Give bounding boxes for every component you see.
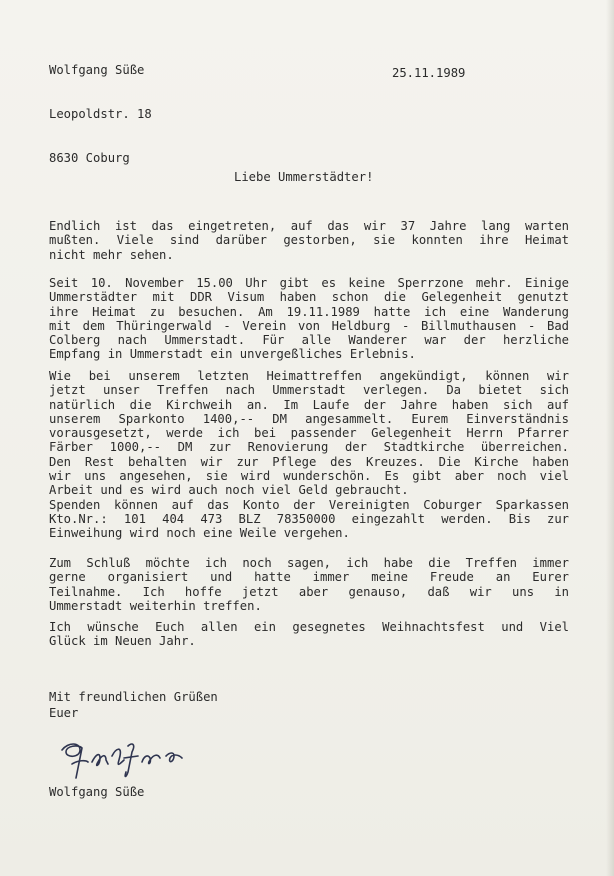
paragraph-line: Färber 1000,-- DM zur Renovierung der Stadtkirche überreichen. bbox=[49, 440, 569, 455]
paragraph-line: gerne organisiert und hatte immer meine Freude an Eurer bbox=[49, 570, 569, 585]
paragraph-4 bbox=[49, 556, 569, 613]
paper-edge-shadow bbox=[606, 0, 614, 876]
paragraph-5 bbox=[49, 620, 569, 649]
paragraph-line: Empfang in Ummerstadt ein unvergeßliches Erlebnis. bbox=[49, 347, 416, 362]
paragraph-line: Ich wünsche Euch allen ein gesegnetes Weihnachtsfest und Viel bbox=[49, 620, 569, 634]
paragraph-line: jetzt unser Treffen nach Ummerstadt verlegen. Da bietet sich bbox=[49, 383, 569, 398]
paragraph-line: Glück im Neuen Jahr. bbox=[49, 634, 196, 649]
paragraph-line: Ummerstädter mit DDR Visum haben schon die Gelegenheit genutzt bbox=[49, 290, 569, 305]
paragraph-line: ihre Heimat zu besuchen. Am 19.11.1989 hatte ich eine Wanderung bbox=[49, 304, 569, 319]
paragraph-line: Zum Schluß möchte ich noch sagen, ich habe die Treffen immer bbox=[49, 556, 569, 570]
paragraph-2 bbox=[49, 276, 569, 362]
sender-address bbox=[49, 34, 152, 194]
handwritten-signature bbox=[58, 728, 188, 786]
sender-city: 8630 Coburg bbox=[49, 151, 130, 165]
paragraph-line: Colberg nach Ummerstadt. Für alle Wanderer war der herzliche bbox=[49, 333, 569, 348]
letter-date: 25.11.1989 bbox=[392, 66, 466, 80]
paragraph-line: wir uns angesehen, sie wird wunderschön. Es gibt aber noch viel bbox=[49, 469, 569, 484]
paragraph-line: vorausgesetzt, werde ich bei passender Gelegenheit Herrn Pfarrer bbox=[49, 426, 569, 441]
paragraph-line: Endlich ist das eingetreten, auf das wir 37 Jahre lang warten bbox=[49, 219, 569, 233]
signature-name: Wolfgang Süße bbox=[49, 785, 145, 799]
paragraph-line: mußten. Viele sind darüber gestorben, sie konnten ihre Heimat bbox=[49, 233, 569, 248]
sender-street: Leopoldstr. 18 bbox=[49, 107, 152, 121]
paragraph-line: Seit 10. November 15.00 Uhr gibt es keine Sperrzone mehr. Einige bbox=[49, 276, 569, 290]
paragraph-line: natürlich die Kirchweih an. Im Laufe der Jahre haben sich auf bbox=[49, 397, 569, 412]
paragraph-line: nicht mehr sehen. bbox=[49, 247, 174, 262]
salutation: Liebe Ummerstädter! bbox=[234, 170, 374, 184]
paragraph-line: Teilnahme. Ich hoffe jetzt aber genauso, daß wir uns in bbox=[49, 584, 569, 599]
closing-greeting: Mit freundlichen Grüßen bbox=[49, 690, 218, 704]
paragraph-line: Spenden können auf das Konto der Vereinigten Coburger Sparkassen bbox=[49, 497, 569, 512]
sender-name: Wolfgang Süße bbox=[49, 63, 145, 77]
paragraph-line: unserem Sparkonto 1400,-- DM angesammelt. Eurem Einverständnis bbox=[49, 411, 569, 426]
closing-euer: Euer bbox=[49, 706, 79, 720]
closing bbox=[49, 689, 218, 721]
paragraph-1 bbox=[49, 219, 569, 262]
paragraph-3 bbox=[49, 369, 569, 541]
paragraph-line: Den Rest behalten wir zur Pflege des Kreuzes. Die Kirche haben bbox=[49, 454, 569, 469]
paragraph-line: Kto.Nr.: 101 404 473 BLZ 78350000 eingezahlt werden. Bis zur bbox=[49, 511, 569, 526]
paragraph-line: mit dem Thüringerwald - Verein von Heldburg - Billmuthausen - Bad bbox=[49, 318, 569, 333]
paragraph-line: Ummerstadt weiterhin treffen. bbox=[49, 598, 262, 613]
paragraph-line: Arbeit und es wird auch noch viel Geld gebraucht. bbox=[49, 483, 409, 498]
paragraph-line: Wie bei unserem letzten Heimattreffen angekündigt, können wir bbox=[49, 369, 569, 383]
paragraph-line: Einweihung wird noch eine Weile vergehen. bbox=[49, 526, 350, 541]
